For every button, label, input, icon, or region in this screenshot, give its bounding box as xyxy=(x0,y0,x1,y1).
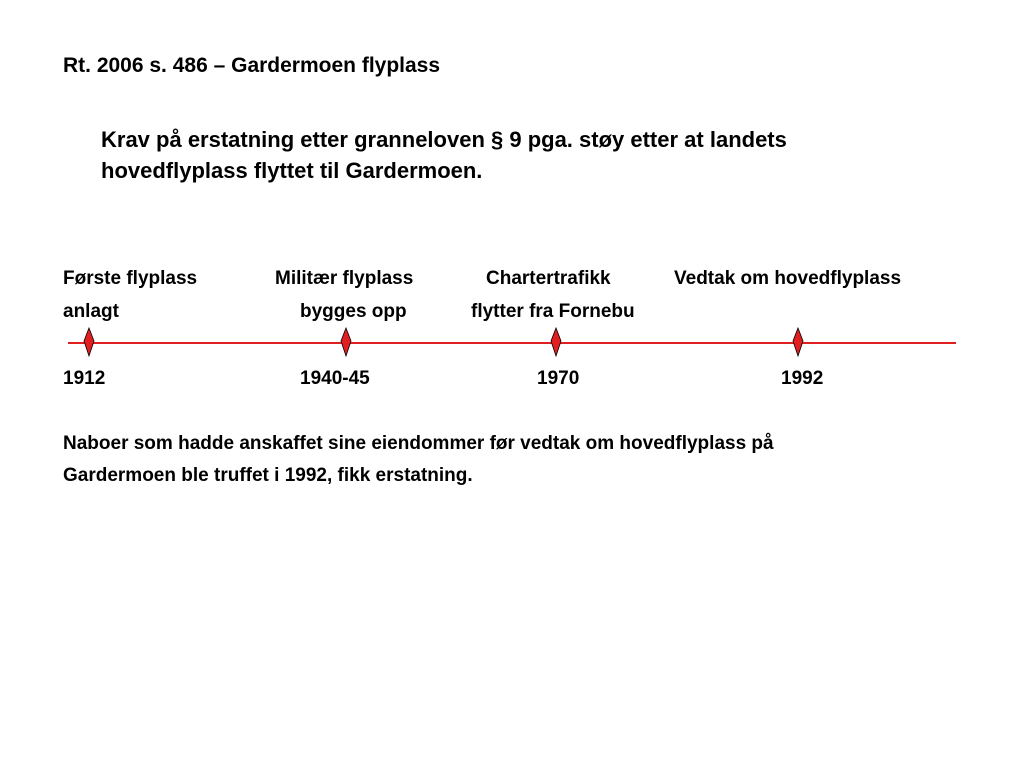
event-2-year: 1940-45 xyxy=(300,368,370,389)
event-3-label-line-2: flytter fra Fornebu xyxy=(471,301,635,322)
timeline-marker-1970 xyxy=(551,328,561,356)
event-1-label-line-2: anlagt xyxy=(63,301,119,322)
timeline-marker-1940-45 xyxy=(341,328,351,356)
event-2-label-line-2: bygges opp xyxy=(300,301,407,322)
event-1-label-line-1: Første flyplass xyxy=(63,268,198,289)
event-4-year: 1992 xyxy=(781,368,824,389)
claim-line-1: Krav på erstatning etter granneloven § 9 pga. støy etter at landets xyxy=(101,127,787,152)
conclusion-line-1: Naboer som hadde anskaffet sine eiendommer før vedtak om hovedflyplass på xyxy=(63,433,774,454)
event-4-label-line-1: Vedtak om hovedflyplass xyxy=(674,268,902,289)
timeline-marker-1912 xyxy=(84,328,94,356)
claim-line-2: hovedflyplass flyttet til Gardermoen. xyxy=(101,158,483,183)
page-title: Rt. 2006 s. 486 – Gardermoen flyplass xyxy=(63,54,441,77)
event-1-year: 1912 xyxy=(63,368,106,389)
conclusion-line-2: Gardermoen ble truffet i 1992, fikk erstatning. xyxy=(63,465,473,486)
event-3-label-line-1: Chartertrafikk xyxy=(486,268,611,289)
timeline-marker-1992 xyxy=(793,328,803,356)
event-3-year: 1970 xyxy=(537,368,580,389)
event-2-label-line-1: Militær flyplass xyxy=(275,268,414,289)
